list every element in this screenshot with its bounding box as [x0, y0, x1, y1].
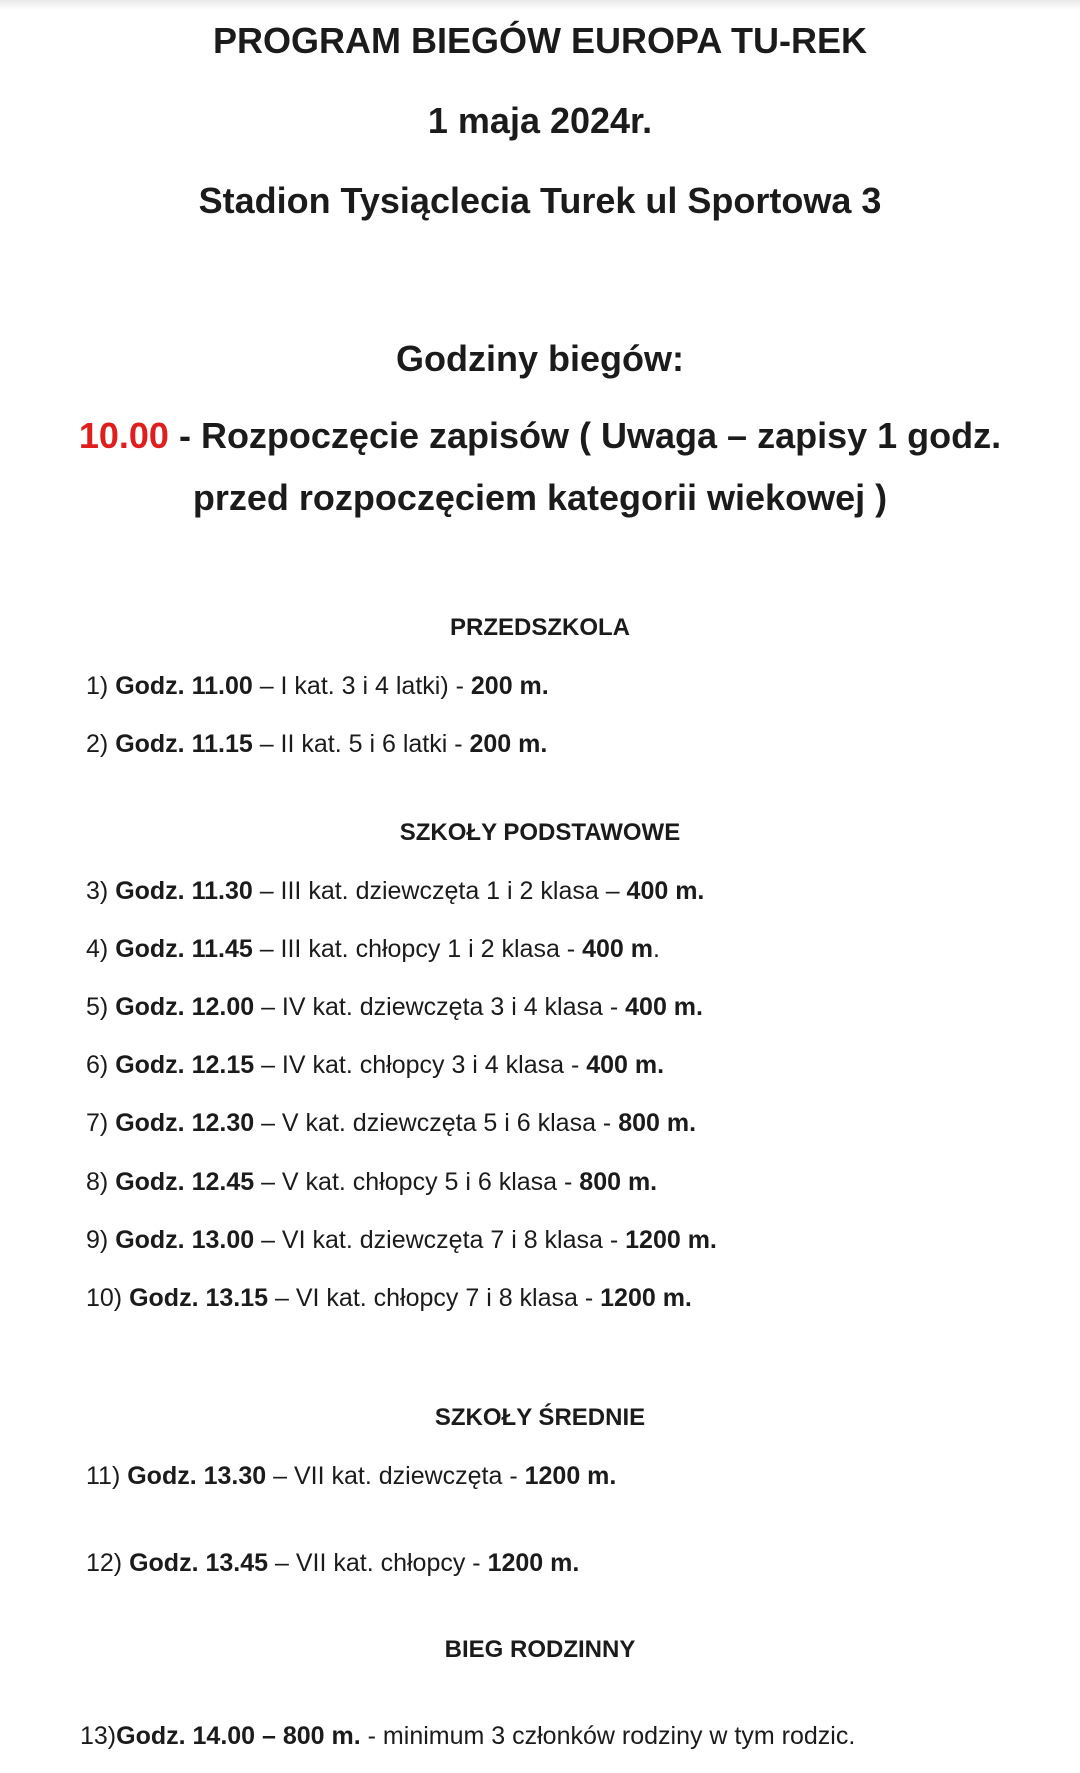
race-tail: . — [652, 935, 660, 963]
race-description: – V kat. dziewczęta 5 i 6 klasa - — [254, 1109, 619, 1137]
race-description: – VII kat. chłopcy - — [268, 1549, 488, 1577]
race-time: Godz. 11.15 — [115, 730, 253, 758]
race-distance: 800 m. — [618, 1109, 697, 1137]
race-time: Godz. 14.00 – 800 m. — [116, 1722, 361, 1750]
race-distance: 1200 m. — [625, 1226, 717, 1254]
race-number: 1) — [86, 672, 116, 700]
race-item — [86, 1284, 692, 1313]
race-description: – IV kat. dziewczęta 3 i 4 klasa - — [254, 993, 626, 1021]
race-distance: 800 m. — [579, 1168, 658, 1196]
race-distance: 400 m. — [625, 993, 703, 1021]
race-description: – V kat. chłopcy 5 i 6 klasa - — [254, 1168, 580, 1196]
race-description: – III kat. dziewczęta 1 i 2 klasa – — [252, 877, 627, 905]
event-venue: Stadion Tysiąclecia Turek ul Sportowa 3 — [198, 180, 882, 221]
race-number: 4) — [86, 935, 116, 963]
race-item — [86, 1109, 696, 1138]
race-item — [86, 1549, 579, 1578]
race-number: 2) — [86, 730, 116, 758]
race-item — [86, 877, 704, 906]
race-item — [86, 935, 660, 964]
race-description: – II kat. 5 i 6 latki - — [252, 730, 470, 758]
race-time: Godz. 13.00 — [115, 1226, 255, 1254]
registration-text: - Rozpoczęcie zapisów ( Uwaga – zapisy 1 godz. — [168, 415, 1002, 456]
race-description: – III kat. chłopcy 1 i 2 klasa - — [252, 935, 583, 963]
race-item — [86, 672, 549, 701]
race-item — [86, 1462, 616, 1491]
race-distance: 1200 m. — [524, 1462, 617, 1490]
race-number: 8) — [86, 1168, 116, 1196]
race-time: Godz. 12.00 — [115, 993, 255, 1021]
race-time: Godz. 13.15 — [129, 1284, 269, 1312]
race-distance: 200 m. — [469, 730, 548, 758]
race-description: – VII kat. dziewczęta - — [266, 1462, 525, 1490]
schedule-heading: Godziny biegów: — [396, 338, 684, 379]
race-description: – VI kat. chłopcy 7 i 8 klasa - — [268, 1284, 601, 1312]
race-time: Godz. 13.45 — [129, 1549, 269, 1577]
section-heading-preschool: PRZEDSZKOLA — [450, 614, 630, 641]
race-time: Godz. 11.00 — [115, 672, 253, 700]
race-time: Godz. 13.30 — [127, 1462, 267, 1490]
section-heading-primary: SZKOŁY PODSTAWOWE — [399, 819, 681, 846]
section-heading-family: BIEG RODZINNY — [444, 1636, 636, 1663]
race-number: 5) — [86, 993, 116, 1021]
race-number: 7) — [86, 1109, 116, 1137]
race-number: 9) — [86, 1226, 116, 1254]
race-number: 12) — [86, 1549, 130, 1577]
race-description: – IV kat. chłopcy 3 i 4 klasa - — [254, 1051, 587, 1079]
race-distance: 400 m. — [626, 877, 705, 905]
race-distance: 1200 m. — [600, 1284, 692, 1312]
race-time: Godz. 12.45 — [115, 1168, 255, 1196]
race-time: Godz. 12.15 — [115, 1051, 255, 1079]
race-item — [86, 1051, 664, 1080]
race-time: Godz. 12.30 — [115, 1109, 255, 1137]
section-heading-secondary: SZKOŁY ŚREDNIE — [434, 1404, 646, 1431]
registration-line-2: przed rozpoczęciem kategorii wiekowej ) — [192, 477, 888, 518]
race-number: 11) — [86, 1462, 128, 1490]
race-distance: 400 m. — [586, 1051, 665, 1079]
race-item — [86, 730, 547, 759]
race-number: 6) — [86, 1051, 116, 1079]
race-item — [86, 993, 703, 1022]
race-distance: 200 m. — [470, 672, 549, 700]
race-number: 10) — [86, 1284, 130, 1312]
race-time: Godz. 11.30 — [115, 877, 253, 905]
race-description: – I kat. 3 i 4 latki) - — [252, 672, 471, 700]
race-time: Godz. 11.45 — [115, 935, 253, 963]
race-description: – VI kat. dziewczęta 7 i 8 klasa - — [254, 1226, 626, 1254]
top-divider — [0, 0, 1080, 10]
race-item — [86, 1226, 717, 1255]
race-number: 3) — [86, 877, 116, 905]
race-item — [86, 1168, 657, 1197]
race-description: - minimum 3 członków rodziny w tym rodzic. — [360, 1722, 856, 1750]
registration-line — [0, 415, 1080, 457]
race-item — [80, 1722, 855, 1751]
race-number: 13) — [80, 1722, 117, 1750]
registration-time: 10.00 — [78, 415, 169, 456]
page-title: PROGRAM BIEGÓW EUROPA TU-REK — [213, 20, 867, 61]
race-distance: 400 m — [582, 935, 653, 963]
event-date: 1 maja 2024r. — [427, 100, 653, 141]
race-distance: 1200 m. — [487, 1549, 580, 1577]
